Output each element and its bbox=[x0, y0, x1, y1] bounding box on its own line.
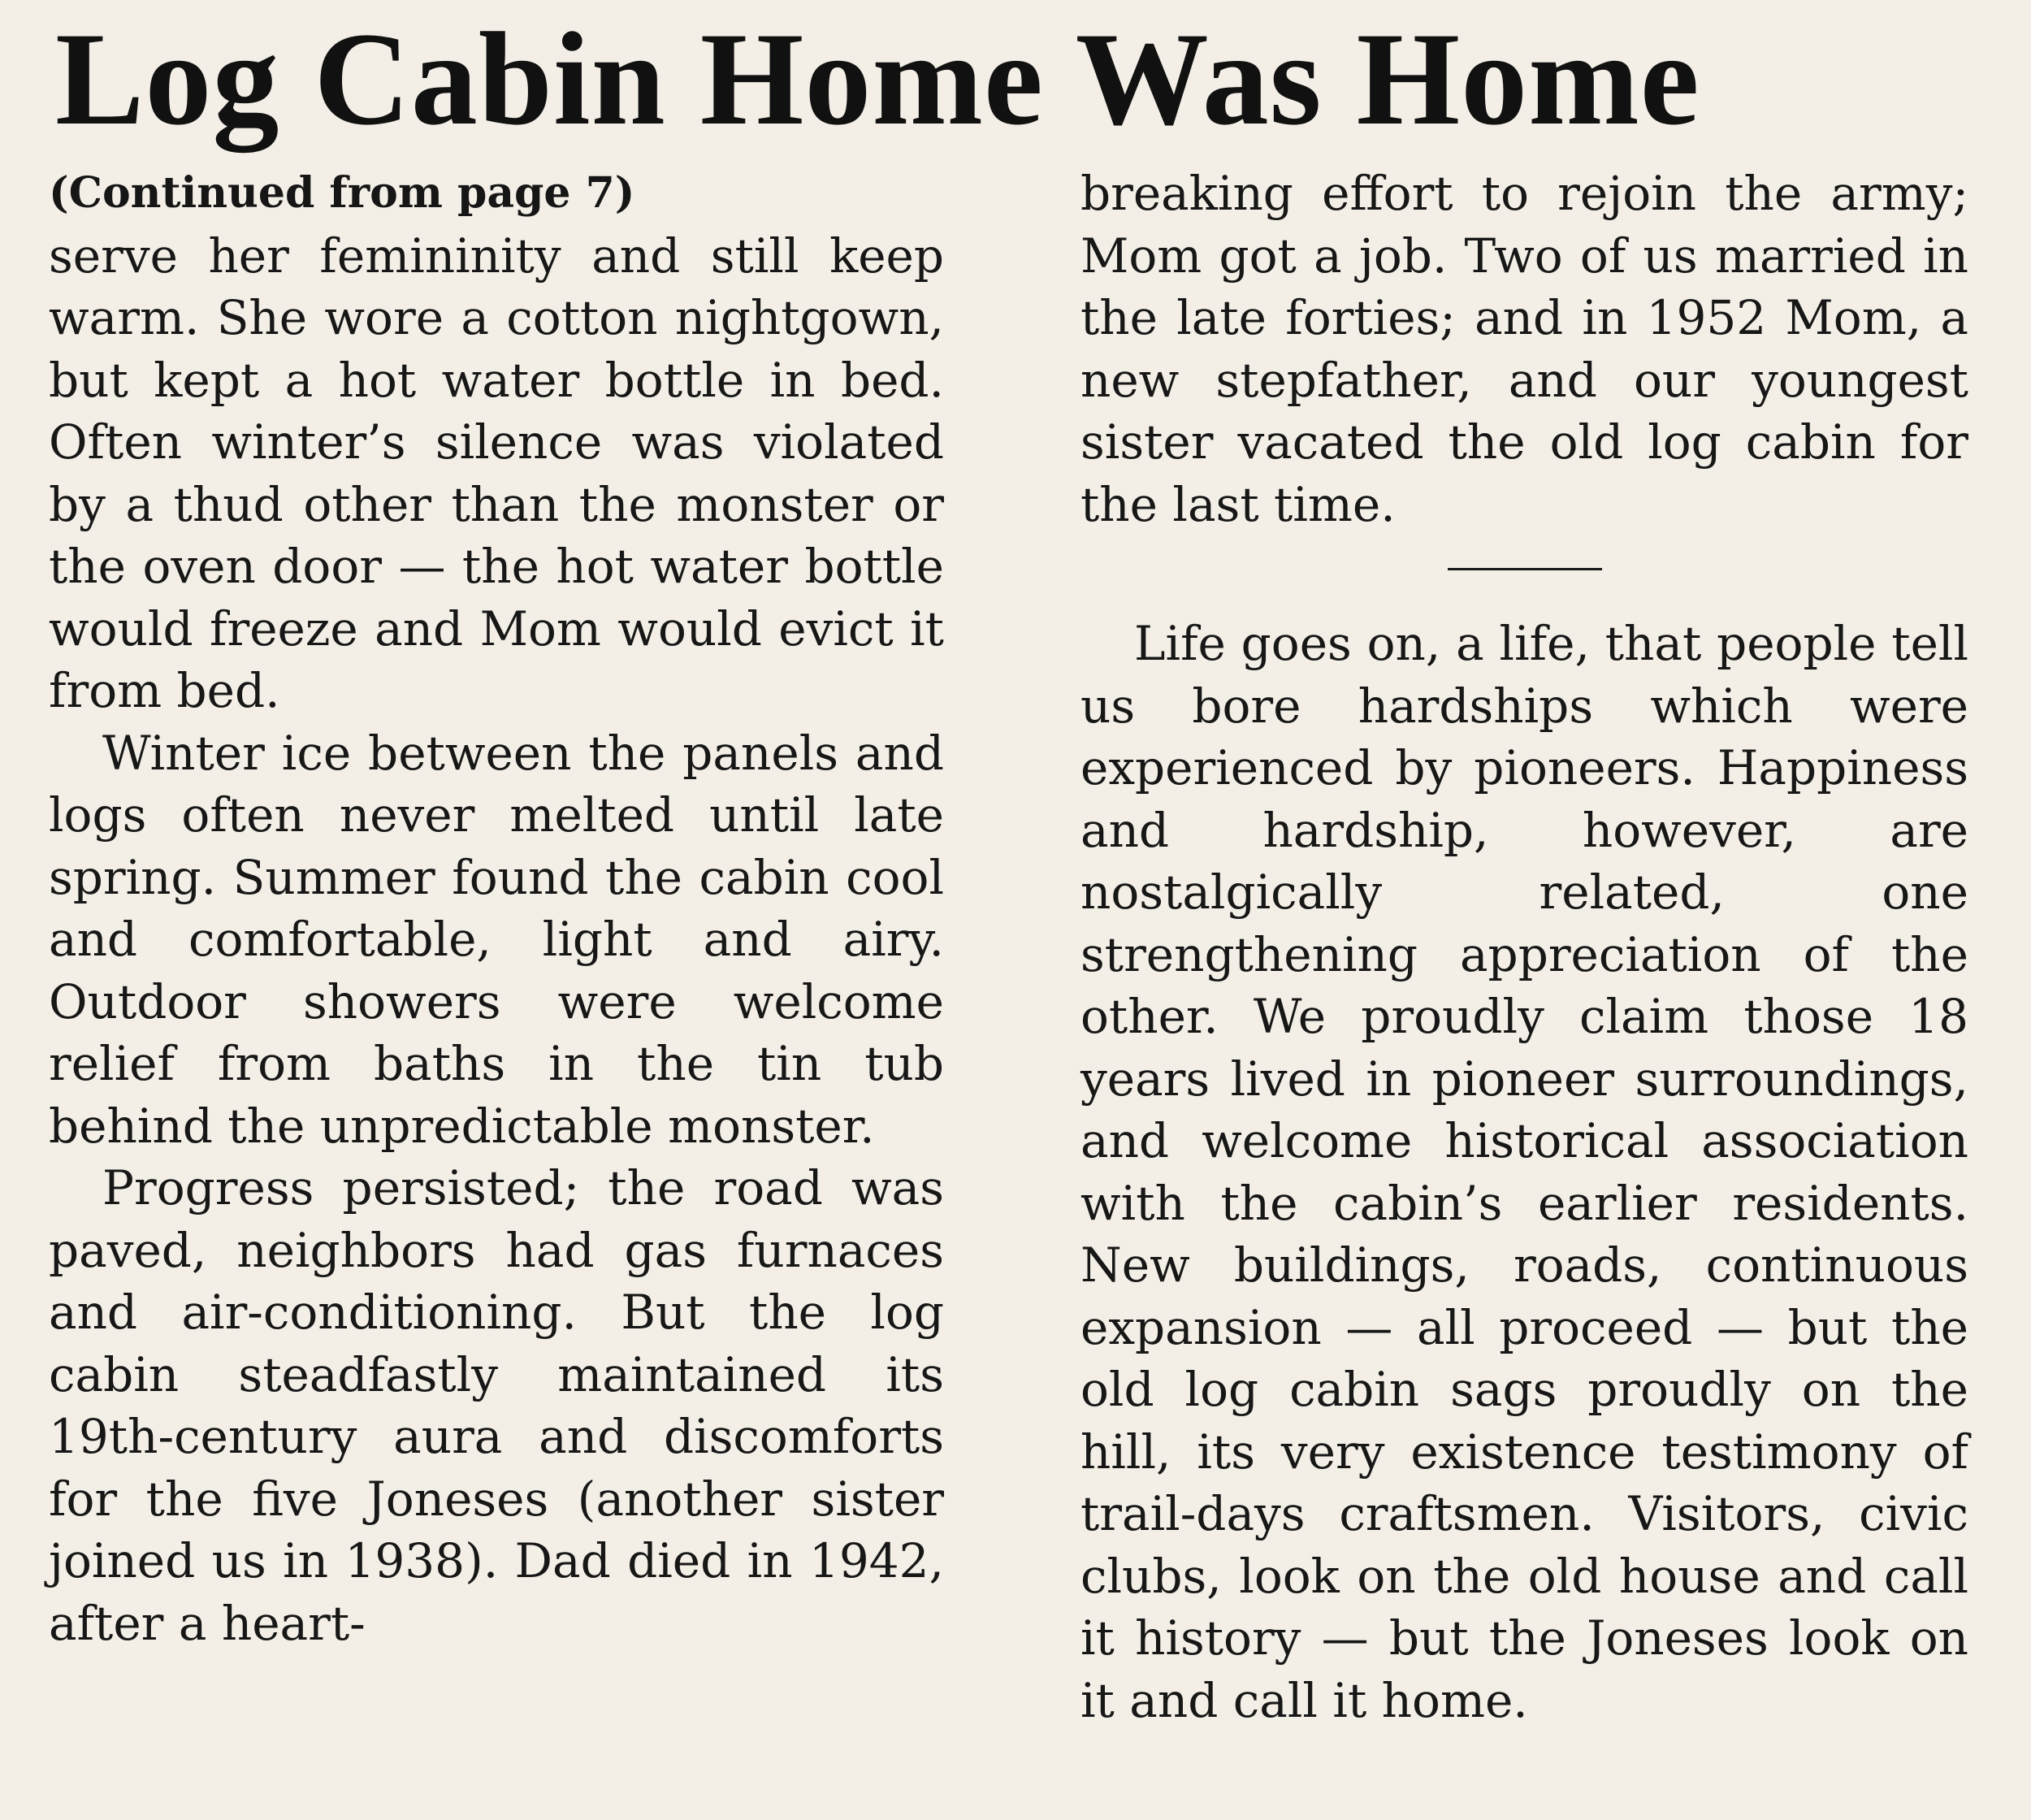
paragraph-left-3: Progress persisted; the road was paved, neighbors had gas furnaces and air-conditioning. But the log cabin steadfastly maintained its 19th-century aura and discomforts for the five Joneses (another sister joined us in 1938). Dad died in 1942, after a heart- bbox=[49, 1160, 944, 1651]
paragraph-left-2: Winter ice between the panels and logs often never melted until late spring. Summer found the cabin cool and comfortable, light and airy. Outdoor showers were welcome relief from baths in the tin tub behind the unpredictable monster. bbox=[49, 725, 944, 1154]
paragraph-right-1: breaking effort to rejoin the army; Mom got a job. Two of us married in the late forties; and in 1952 Mom, a new stepfather, and our youngest sister vacated the old log cabin for the last time. bbox=[1080, 166, 1968, 532]
continued-note: (Continued from page 7) bbox=[49, 168, 635, 218]
right-column bbox=[1080, 162, 1968, 1731]
section-divider bbox=[1448, 568, 1602, 570]
paragraph-left-1: serve her femininity and still keep warm. She wore a cotton nightgown, but kept a hot water bottle in bed. Often winter’s silence was violated by a thud other than the monster or the oven door — the hot water bottle would freeze and Mom would evict it from bed. bbox=[49, 228, 944, 718]
headline: Log Cabin Home Was Home bbox=[55, 6, 1700, 153]
paragraph-right-2: Life goes on, a life, that people tell us bore hardships which were experienced by pioneers. Happiness and hardship, however, are nostalgically related, one strengthening appreciation of the other. We proudly claim those 18 years lived in pioneer surroundings, and welcome historical association with the cabin’s earlier residents. New buildings, roads, continuous expansion — all proceed — but the old log cabin sags proudly on the hill, its very existence testimony of trail-days craftsmen. Visitors, civic clubs, look on the old house and call it history — but the Joneses look on it and call it home. bbox=[1080, 616, 1968, 1728]
left-column bbox=[49, 162, 944, 1654]
